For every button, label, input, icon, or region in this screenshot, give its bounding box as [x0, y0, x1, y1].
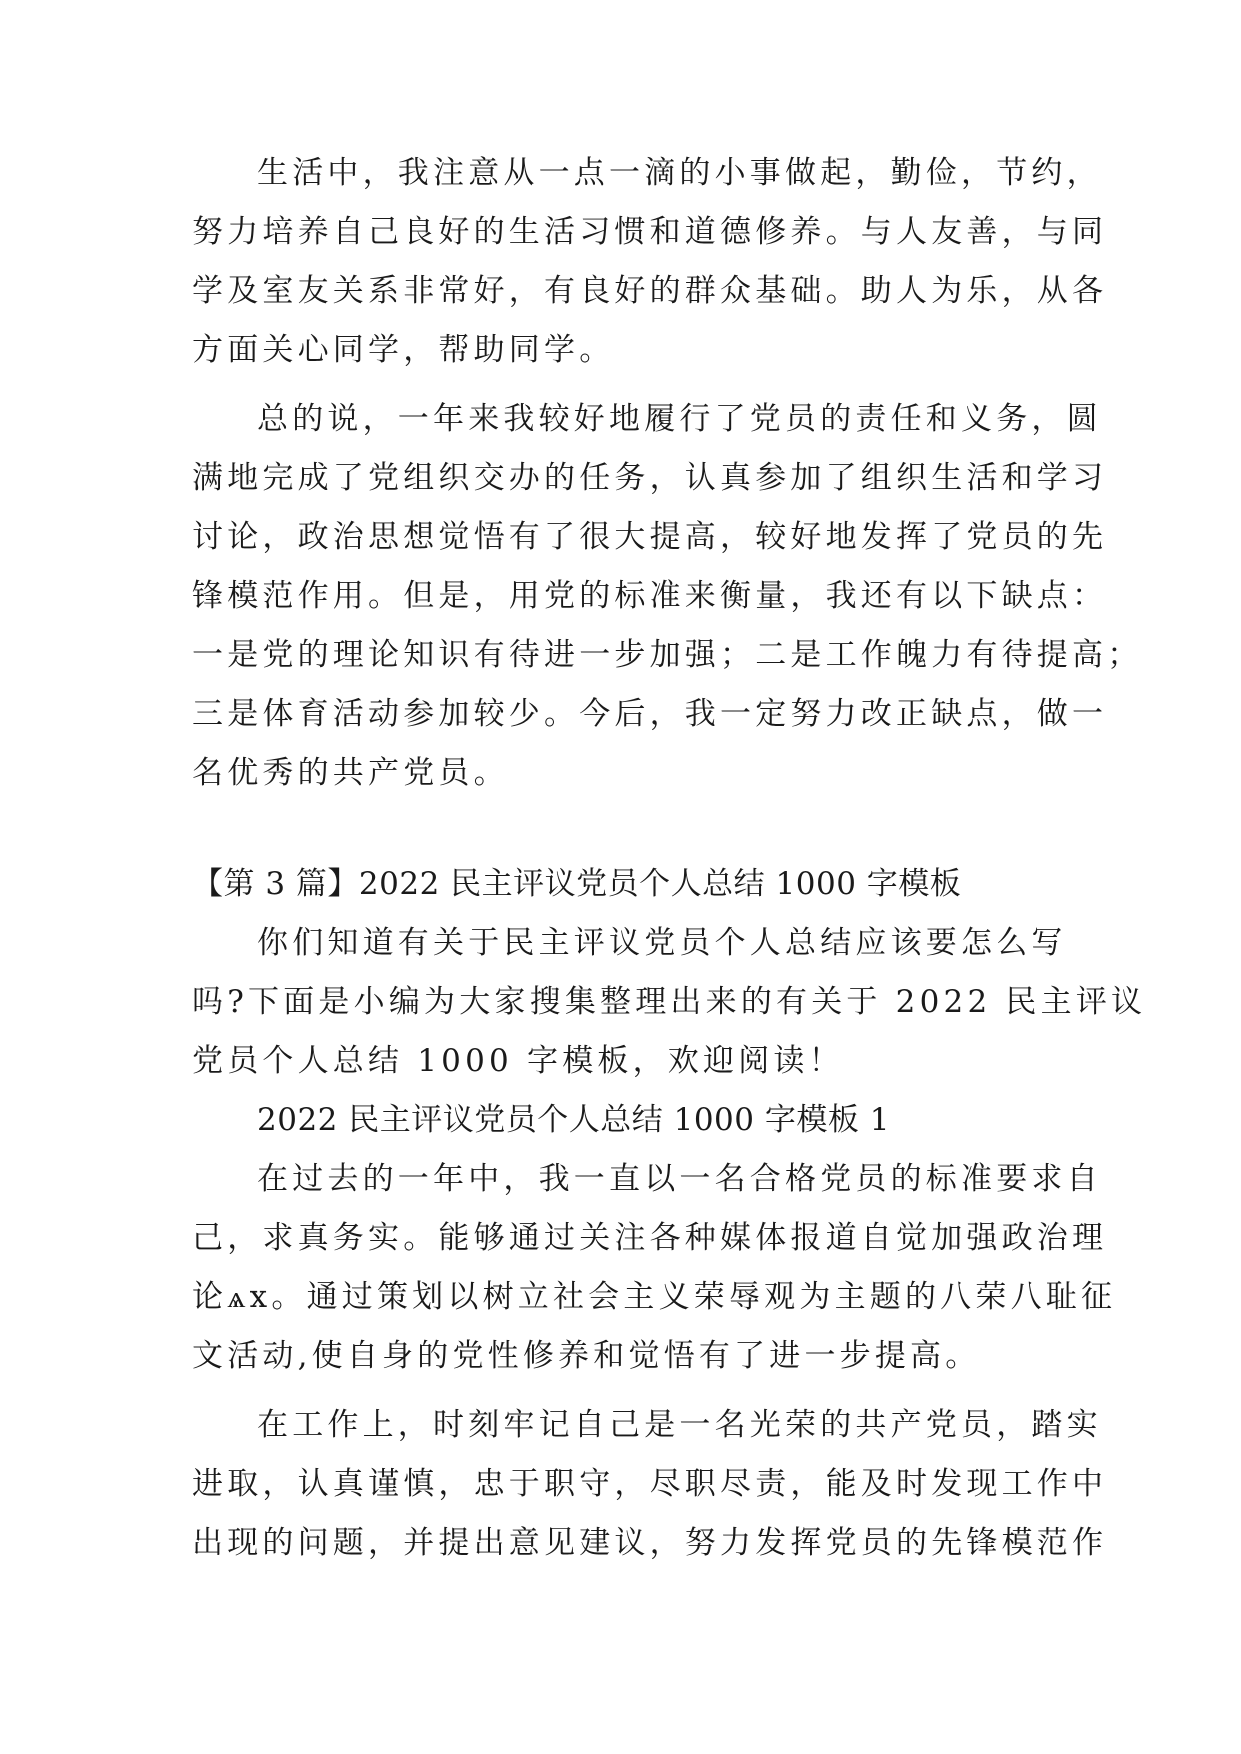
paragraph-line: 满地完成了党组织交办的任务，认真参加了组织生活和学习 — [192, 460, 1108, 496]
paragraph-line: 你们知道有关于民主评议党员个人总结应该要怎么写 — [257, 925, 1067, 961]
paragraph-line: 己，求真务实。能够通过关注各种媒体报道自觉加强政治理 — [192, 1220, 1108, 1256]
paragraph-line: 生活中，我注意从一点一滴的小事做起，勤俭，节约， — [257, 155, 1102, 191]
paragraph-line: 出现的问题，并提出意见建议，努力发挥党员的先锋模范作 — [192, 1525, 1108, 1561]
paragraph-line: 在工作上，时刻牢记自己是一名光荣的共产党员，踏实 — [257, 1407, 1102, 1443]
paragraph-line: 学及室友关系非常好，有良好的群众基础。助人为乐，从各 — [192, 273, 1108, 309]
paragraph-line: 一是党的理论知识有待进一步加强；二是工作魄力有待提高； — [192, 637, 1143, 673]
paragraph-line: 总的说，一年来我较好地履行了党员的责任和义务，圆 — [257, 401, 1102, 437]
paragraph-line: 讨论，政治思想觉悟有了很大提高，较好地发挥了党员的先 — [192, 519, 1108, 555]
paragraph-line: 吗?下面是小编为大家搜集整理出来的有关于 2022 民主评议 — [192, 984, 1147, 1020]
paragraph-line: 进取，认真谨慎，忠于职守，尽职尽责，能及时发现工作中 — [192, 1466, 1108, 1502]
paragraph-line: 努力培养自己良好的生活习惯和道德修养。与人友善，与同 — [192, 214, 1108, 250]
paragraph-line: 党员个人总结 1000 字模板，欢迎阅读！ — [192, 1043, 844, 1079]
section-heading: 【第 3 篇】2022 民主评议党员个人总结 1000 字模板 — [192, 866, 962, 902]
paragraph-line: 文活动,使自身的党性修养和觉悟有了进一步提高。 — [192, 1338, 981, 1374]
paragraph-line: 在过去的一年中，我一直以一名合格党员的标准要求自 — [257, 1161, 1102, 1197]
paragraph-line: 名优秀的共产党员。 — [192, 755, 509, 791]
subsection-title: 2022 民主评议党员个人总结 1000 字模板 1 — [257, 1102, 890, 1138]
paragraph-line: 三是体育活动参加较少。今后，我一定努力改正缺点，做一 — [192, 696, 1108, 732]
paragraph-line: 方面关心同学，帮助同学。 — [192, 332, 615, 368]
paragraph-line: 论ѧх。通过策划以树立社会主义荣辱观为主题的八荣八耻征 — [192, 1279, 1117, 1315]
paragraph-line: 锋模范作用。但是，用党的标准来衡量，我还有以下缺点： — [192, 578, 1108, 614]
